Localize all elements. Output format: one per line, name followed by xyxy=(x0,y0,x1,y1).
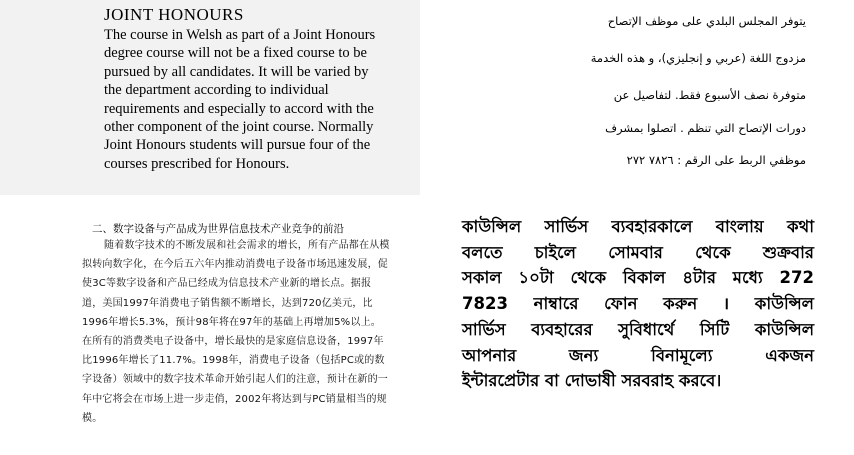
arabic-line: يتوفر المجلس البلدي على موظف الإتصاح xyxy=(607,14,806,28)
bengali-word: শুক্রবার xyxy=(762,242,814,262)
bengali-word: 7823 xyxy=(462,294,508,314)
chinese-line: 1996年增长5.3%，预计98年将在97年的基础上再增加5%以上。 xyxy=(82,316,381,328)
bengali-line xyxy=(462,368,814,394)
bengali-word: করুন xyxy=(663,294,698,314)
chinese-line: 拟转向数字化，在今后五六年内推动消费电子设备市场迅速发展，促 xyxy=(82,259,388,271)
arabic-text-block xyxy=(470,0,854,200)
bengali-word: । xyxy=(722,294,730,314)
bengali-line xyxy=(462,291,814,317)
bengali-word: একজন xyxy=(765,345,814,365)
bengali-word: নাম্বারে xyxy=(533,294,579,314)
bengali-line xyxy=(462,265,814,291)
english-line: pursued by all candidates. It will be varied by xyxy=(104,63,369,80)
chinese-line: 在所有的消费类电子设备中，增长最快的是家庭信息设备，1997年 xyxy=(82,336,384,348)
bengali-word: কাউন্সিল xyxy=(754,294,814,314)
english-line: courses prescribed for Honours. xyxy=(104,155,290,172)
bengali-word: সার্ভিস xyxy=(544,217,589,236)
english-text-block xyxy=(0,0,420,195)
arabic-line: مزدوج اللغة (عربي و إنجليزي)، و هذه الخدمة xyxy=(590,51,806,65)
bengali-word: 272 xyxy=(779,268,814,288)
bengali-line xyxy=(462,343,814,369)
bengali-word: সোমবার xyxy=(608,242,663,262)
chinese-line: 字设备）领域中的数字技术革命开始引起人们的注意，预计在新的一 xyxy=(82,374,388,386)
english-line: the department according to individual xyxy=(104,82,329,99)
bengali-word: ১০টা xyxy=(518,268,554,288)
bengali-word: ব্যবহারের xyxy=(531,319,593,339)
chinese-line: 比1996年增长了11.7%。1998年，消费电子设备（包括PC或的数 xyxy=(82,355,385,367)
bengali-word: থেকে xyxy=(695,242,731,262)
english-line: Joint Honours students will pursue four of the xyxy=(104,137,371,154)
bengali-text-block xyxy=(462,214,814,404)
bengali-word: ব্যবহারকালে xyxy=(611,217,693,236)
bengali-line xyxy=(462,317,814,343)
bengali-word: থেকে xyxy=(570,268,607,288)
bengali-word: কথা xyxy=(786,217,814,236)
bengali-word: কাউন্সিল xyxy=(462,217,522,236)
bengali-word: বলতে xyxy=(462,242,503,262)
bengali-word: জন্য xyxy=(568,345,599,365)
english-line: other component of the joint course. Normally xyxy=(104,119,374,136)
bengali-word: ৪টার xyxy=(682,268,716,288)
bengali-line xyxy=(462,214,814,240)
english-title: JOINT HONOURS xyxy=(104,5,244,24)
bengali-word: সুবিধার্থে xyxy=(618,319,675,339)
english-line: The course in Welsh as part of a Joint Honours xyxy=(104,27,376,43)
english-line: degree course will not be a fixed course to be xyxy=(104,45,367,62)
bengali-word: সিটি xyxy=(699,319,730,339)
bengali-word: বাংলায় xyxy=(715,217,764,236)
bengali-word: ফোন xyxy=(604,294,638,314)
bengali-line xyxy=(462,240,814,266)
english-line: requirements and especially to accord with the xyxy=(104,100,374,117)
chinese-text-block xyxy=(82,222,462,452)
chinese-line: 随着数字技术的不断发展和社会需求的增长，所有产品都在从模 xyxy=(104,240,390,251)
bengali-word: চাইলে xyxy=(534,242,576,262)
bengali-word: সকাল xyxy=(462,268,502,288)
chinese-line: 模。 xyxy=(82,412,103,424)
bengali-word: মধ্যে xyxy=(732,268,763,288)
bengali-word: সার্ভিস xyxy=(462,319,506,339)
bengali-word: আপনার xyxy=(462,345,517,365)
chinese-line: 年中它将会在市场上进一步走俏，2002年将达到与PC销量相当的规 xyxy=(82,393,387,405)
arabic-line: موظفي الربط على الرقم : ٧٨٢٦ ٢٧٢ xyxy=(626,153,806,167)
bengali-word: ইন্টারপ্রেটার বা দোভাষী সরবরাহ করবে। xyxy=(462,371,722,391)
bengali-word: কাউন্সিল xyxy=(754,319,814,339)
arabic-line: دورات الإتصاح التي تنظم . اتصلوا بمشرف xyxy=(605,121,806,135)
bengali-word: বিকাল xyxy=(622,268,666,288)
arabic-line: متوفرة نصف الأسبوع فقط. لتفاصيل عن xyxy=(613,88,806,102)
chinese-heading: 二、数字设备与产品成为世界信息技术产业竞争的前沿 xyxy=(92,223,344,235)
chinese-line: 使3C等数字设备和产品已经成为信息技术产业新的增长点。据报 xyxy=(82,278,372,290)
bengali-word: বিনামূল্যে xyxy=(651,345,713,365)
chinese-line: 道，美国1997年消费电子销售额不断增长，达到720亿美元，比 xyxy=(82,297,373,309)
